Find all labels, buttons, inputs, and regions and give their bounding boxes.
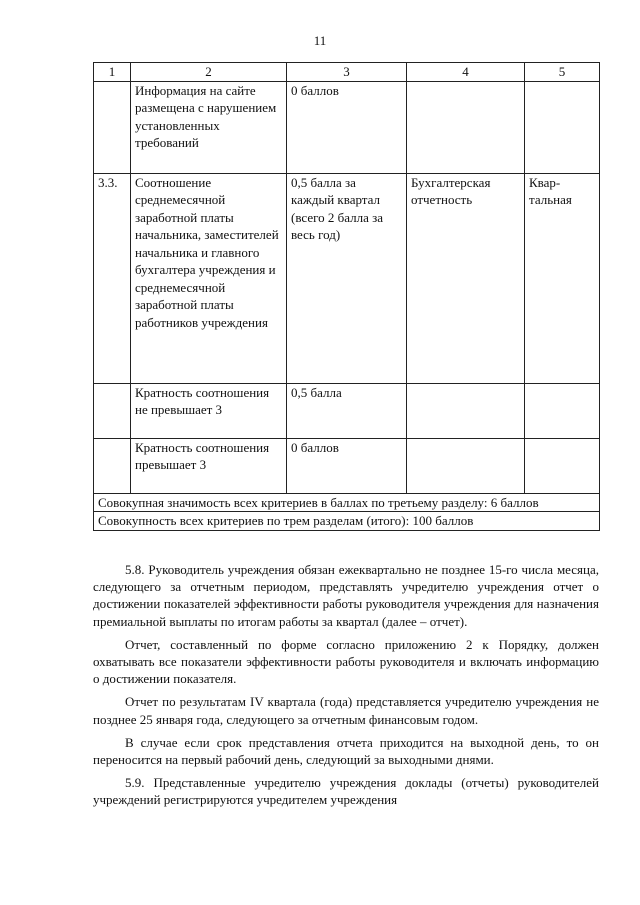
paragraph: В случае если срок представления отчета приходится на выходной день, то он переносится на первый рабочий день, следующий за выходными днями. [93,734,599,768]
source-cell: Бухгалтерская отчетность [407,173,525,383]
page-number: 11 [313,33,327,48]
points-cell: 0 баллов [287,81,407,173]
points-cell: 0 баллов [287,438,407,493]
row-number [94,81,131,173]
source-cell [407,81,525,173]
table-row [94,173,600,383]
paragraph: Отчет, составленный по форме согласно приложению 2 к Порядку, должен охватывать все показатели эффективности работы руководителя и включать информацию о достижении показателя. [93,636,599,687]
points-cell: 0,5 балла за каждый квартал (всего 2 балла за весь год) [287,173,407,383]
paragraph: 5.9. Представленные учредителю учреждения доклады (отчеты) руководителей учреждений регистрируются учредителем учреждения [93,775,599,808]
period-cell [525,383,600,438]
header-cell: 1 [94,63,131,82]
body-text [93,561,599,815]
header-cell: 4 [407,63,525,82]
period-cell [525,81,600,173]
criterion-cell: Кратность соотношения превышает 3 [131,438,287,493]
period-cell [525,438,600,493]
criterion-cell: Кратность соотношения не превышает 3 [131,383,287,438]
header-cell: 2 [131,63,287,82]
criterion-cell: Информация на сайте размещена с нарушением установленных требований [131,81,287,173]
table-header-row [94,63,600,82]
criterion-cell: Соотношение среднемесячной заработной платы начальника, заместителей начальника и главного бухгалтера учреждения и среднемесячной заработной платы работников учреждения [131,173,287,383]
row-number [94,383,131,438]
source-cell [407,438,525,493]
table-row [94,438,600,493]
source-cell [407,383,525,438]
paragraph: 5.8. Руководитель учреждения обязан ежеквартально не позднее 15-го числа месяца, следующего за отчетным периодом, представлять учредителю учреждения отчет о достижении показателей эффективности работы руководителя учреждения для назначения премиальной выплаты по итогам работы за квартал (далее – отчет). [93,562,599,629]
paragraph: Отчет по результатам IV квартала (года) представляется учредителю учреждения не позднее 25 января года, следующего за отчетным финансовым годом. [93,694,599,727]
summary-row [94,493,600,512]
points-cell: 0,5 балла [287,383,407,438]
row-number [94,438,131,493]
total-summary: Совокупность всех критериев по трем разделам (итого): 100 баллов [94,512,600,531]
period-cell: Квар-тальная [525,173,600,383]
table-row [94,81,600,173]
total-row [94,512,600,531]
criteria-table [93,62,600,531]
table-row [94,383,600,438]
section-summary: Совокупная значимость всех критериев в баллах по третьему разделу: 6 баллов [94,493,600,512]
row-number: 3.3. [94,173,131,383]
header-cell: 5 [525,63,600,82]
header-cell: 3 [287,63,407,82]
